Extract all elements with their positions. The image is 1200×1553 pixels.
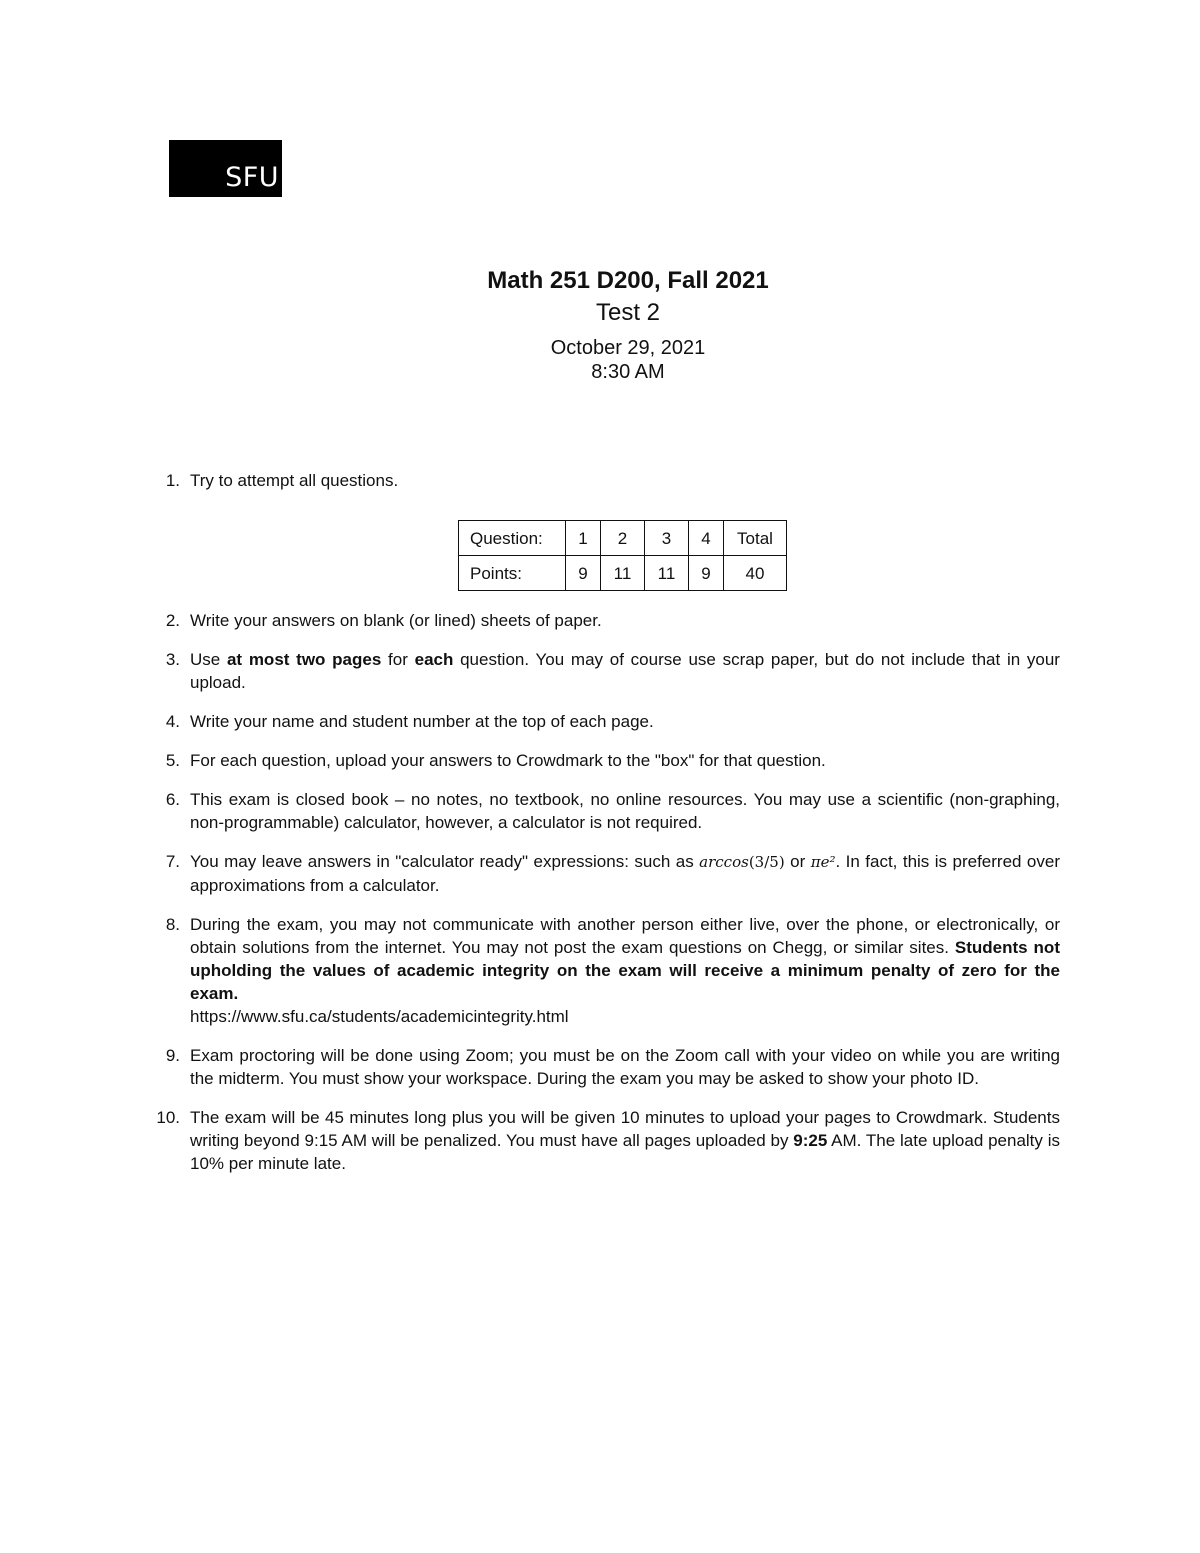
- item-text-part: Use: [190, 650, 227, 669]
- table-row-points: [459, 556, 787, 591]
- item-text: [190, 1106, 1060, 1175]
- item-text-bold: each: [414, 650, 454, 669]
- instruction-item: [148, 469, 1060, 591]
- item-text: [190, 788, 1060, 834]
- instruction-item: [148, 913, 1060, 1028]
- item-number: 4.: [165, 712, 180, 731]
- item-text-bold: 9:25: [793, 1131, 828, 1150]
- instruction-item: [148, 710, 1060, 733]
- row-label: Question:: [459, 521, 566, 556]
- item-number: 3.: [165, 650, 180, 669]
- item-text: [190, 749, 1060, 772]
- instruction-item: [148, 1044, 1060, 1090]
- item-text: [190, 850, 1060, 897]
- item-number: 2.: [165, 611, 180, 630]
- item-number: 6.: [165, 790, 180, 809]
- item-text-part: Write your name and student number at the top of each page.: [190, 712, 654, 731]
- item-text: [190, 469, 1060, 492]
- item-text-part: This exam is closed book – no notes, no textbook, no online resources. You may use a scientific (non-graphing, non-programmable) calculator, however, a calculator is not required.: [190, 790, 1060, 832]
- item-number: 9.: [165, 1046, 180, 1065]
- points-table-wrap: [190, 520, 1060, 591]
- instructions-list: [148, 469, 1060, 1191]
- item-text-part: You may leave answers in "calculator ready" expressions: such as: [190, 852, 700, 871]
- item-text-part: The exam will be 45 minutes long plus you will be given 10 minutes to upload your pages to Crowdmark. Students writing beyond 9:15 AM will be penalized. You must have all pages uploaded by: [190, 1108, 1060, 1150]
- math-expression: πe²: [810, 853, 836, 871]
- item-text-part: For each question, upload your answers to Crowdmark to the "box" for that question.: [190, 751, 826, 770]
- table-cell: 1: [566, 521, 601, 556]
- item-text-part: Write your answers on blank (or lined) sheets of paper.: [190, 611, 602, 630]
- integrity-link[interactable]: https://www.sfu.ca/students/academicintegrity.html: [190, 1007, 569, 1026]
- math-expression: (3/5): [748, 853, 785, 871]
- table-cell: 3: [645, 521, 689, 556]
- table-cell: 11: [601, 556, 645, 591]
- test-name: Test 2: [595, 299, 661, 326]
- item-number: 1.: [165, 471, 180, 490]
- item-text-part: AM. The late upload penalty is 10% per minute late.: [190, 1131, 1060, 1173]
- test-date: October 29, 2021: [550, 337, 706, 359]
- logo-text: SFU: [225, 162, 279, 193]
- sfu-logo: [169, 140, 282, 197]
- table-cell: 2: [601, 521, 645, 556]
- item-number: 7.: [165, 852, 180, 871]
- table-row-questions: [459, 521, 787, 556]
- table-cell: 4: [689, 521, 724, 556]
- table-cell: Total: [724, 521, 787, 556]
- instruction-item: [148, 749, 1060, 772]
- item-text-bold: Students not upholding the values of academic integrity on the exam will receive a minimum penalty of zero for the exam.: [190, 938, 1060, 1003]
- item-text: [190, 609, 1060, 632]
- instruction-item: [148, 788, 1060, 834]
- exam-header: [0, 264, 1200, 384]
- instruction-item: [148, 609, 1060, 632]
- item-text-part: Exam proctoring will be done using Zoom; you must be on the Zoom call with your video on while you are writing the midterm. You must show your workspace. During the exam you may be asked to show your photo ID.: [190, 1046, 1060, 1088]
- item-text: [190, 648, 1060, 694]
- instruction-item: [148, 1106, 1060, 1175]
- row-label: Points:: [459, 556, 566, 591]
- item-text-part: . In fact, this is preferred over approximations from a calculator.: [190, 852, 1060, 895]
- item-text-part: or: [784, 852, 811, 871]
- table-cell: 40: [724, 556, 787, 591]
- item-text: [190, 710, 1060, 733]
- item-text-part: for: [381, 650, 415, 669]
- points-table: [458, 520, 787, 591]
- item-number: 5.: [165, 751, 180, 770]
- course-title: Math 251 D200, Fall 2021: [487, 267, 769, 294]
- item-text-part: question. You may of course use scrap paper, but do not include that in your upload.: [190, 650, 1060, 692]
- item-number: 8.: [165, 915, 180, 934]
- instruction-item: [148, 648, 1060, 694]
- table-cell: 11: [645, 556, 689, 591]
- item-text-bold: at most two pages: [226, 650, 382, 669]
- test-time: 8:30 AM: [591, 361, 665, 383]
- table-cell: 9: [566, 556, 601, 591]
- table-cell: 9: [689, 556, 724, 591]
- instruction-item: [148, 850, 1060, 897]
- item-text-part: Try to attempt all questions.: [190, 471, 399, 490]
- item-text: [190, 913, 1060, 1028]
- item-number: 10.: [156, 1108, 180, 1127]
- math-expression: arccos: [699, 853, 749, 871]
- item-text: [190, 1044, 1060, 1090]
- item-text-part: During the exam, you may not communicate with another person either live, over the phone, or electronically, or obtain solutions from the internet. You may not post the exam questions on Chegg, or similar sites.: [190, 915, 1060, 957]
